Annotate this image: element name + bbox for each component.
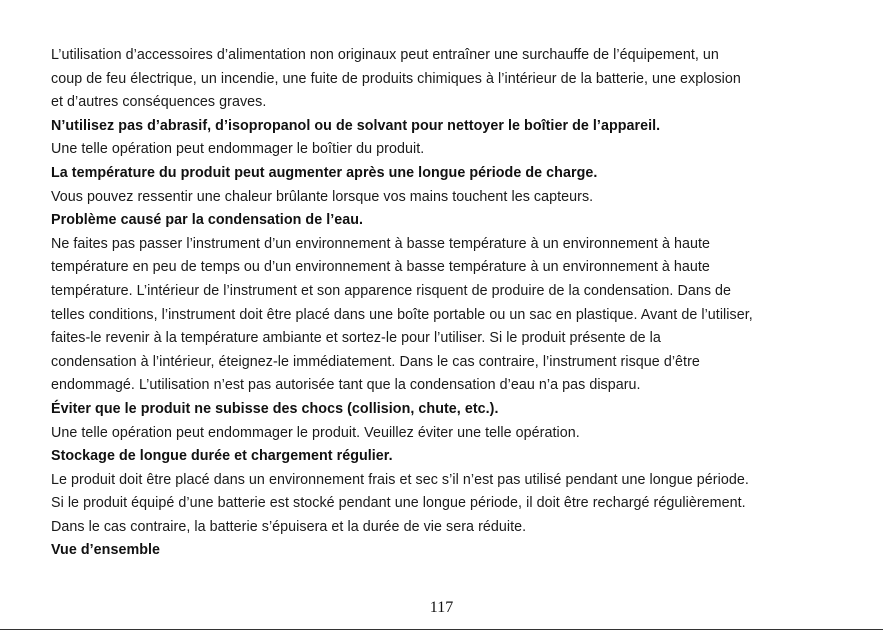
body-text-line: L’utilisation d’accessoires d’alimentation non originaux peut entraîner une surchauffe de l’équipement, un [51,47,719,63]
section-heading: N’utilisez pas d’abrasif, d’isopropanol ou de solvant pour nettoyer le boîtier de l’appareil. [51,117,661,134]
body-text-line: Si le produit équipé d’une batterie est stocké pendant une longue période, il doit être rechargé régulièrement. [51,495,746,512]
body-text-line: coup de feu électrique, un incendie, une fuite de produits chimiques à l’intérieur de la batterie, une explosion [51,70,741,87]
section-heading: Vue d’ensemble [51,542,161,559]
page-number: 117 [429,599,454,616]
body-text-line: Dans le cas contraire, la batterie s’épuisera et la durée de vie sera réduite. [51,518,527,535]
body-text-line: température. L’intérieur de l’instrument et son apparence risquent de produire de la condensation. Dans de [51,282,732,299]
body-text-line: Une telle opération peut endommager le boîtier du produit. [51,141,425,158]
body-text-line: Vous pouvez ressentir une chaleur brûlante lorsque vos mains touchent les capteurs. [51,188,594,205]
body-text-line: Une telle opération peut endommager le produit. Veuillez éviter une telle opération. [51,424,580,441]
body-text-line: Ne faites pas passer l’instrument d’un environnement à basse température à un environnement à haute [51,235,711,252]
body-text-line: telles conditions, l’instrument doit être placé dans une boîte portable ou un sac en plastique. Avant de l’utiliser, [51,306,753,323]
section-heading: La température du produit peut augmenter après une longue période de charge. [51,164,598,181]
footer-divider [0,629,883,630]
section-heading: Stockage de longue durée et chargement régulier. [51,448,393,465]
body-text-line: endommagé. L’utilisation n’est pas autorisée tant que la condensation d’eau n’a pas disparu. [51,377,641,394]
body-text-line: et d’autres conséquences graves. [51,94,267,111]
section-heading: Problème causé par la condensation de l’eau. [51,212,364,229]
body-text-line: condensation à l’intérieur, éteignez-le immédiatement. Dans le cas contraire, l’instrument risque d’être [51,353,700,370]
body-text-line: faites-le revenir à la température ambiante et sortez-le pour l’utiliser. Si le produit présente de la [51,330,661,347]
document-body [51,44,871,563]
body-text-line: température en peu de temps ou d’un environnement à basse température à un environnement à haute [51,259,710,276]
section-heading: Éviter que le produit ne subisse des chocs (collision, chute, etc.). [51,400,499,417]
body-text-line: Le produit doit être placé dans un environnement frais et sec s’il n’est pas utilisé pendant une longue période. [51,471,749,488]
